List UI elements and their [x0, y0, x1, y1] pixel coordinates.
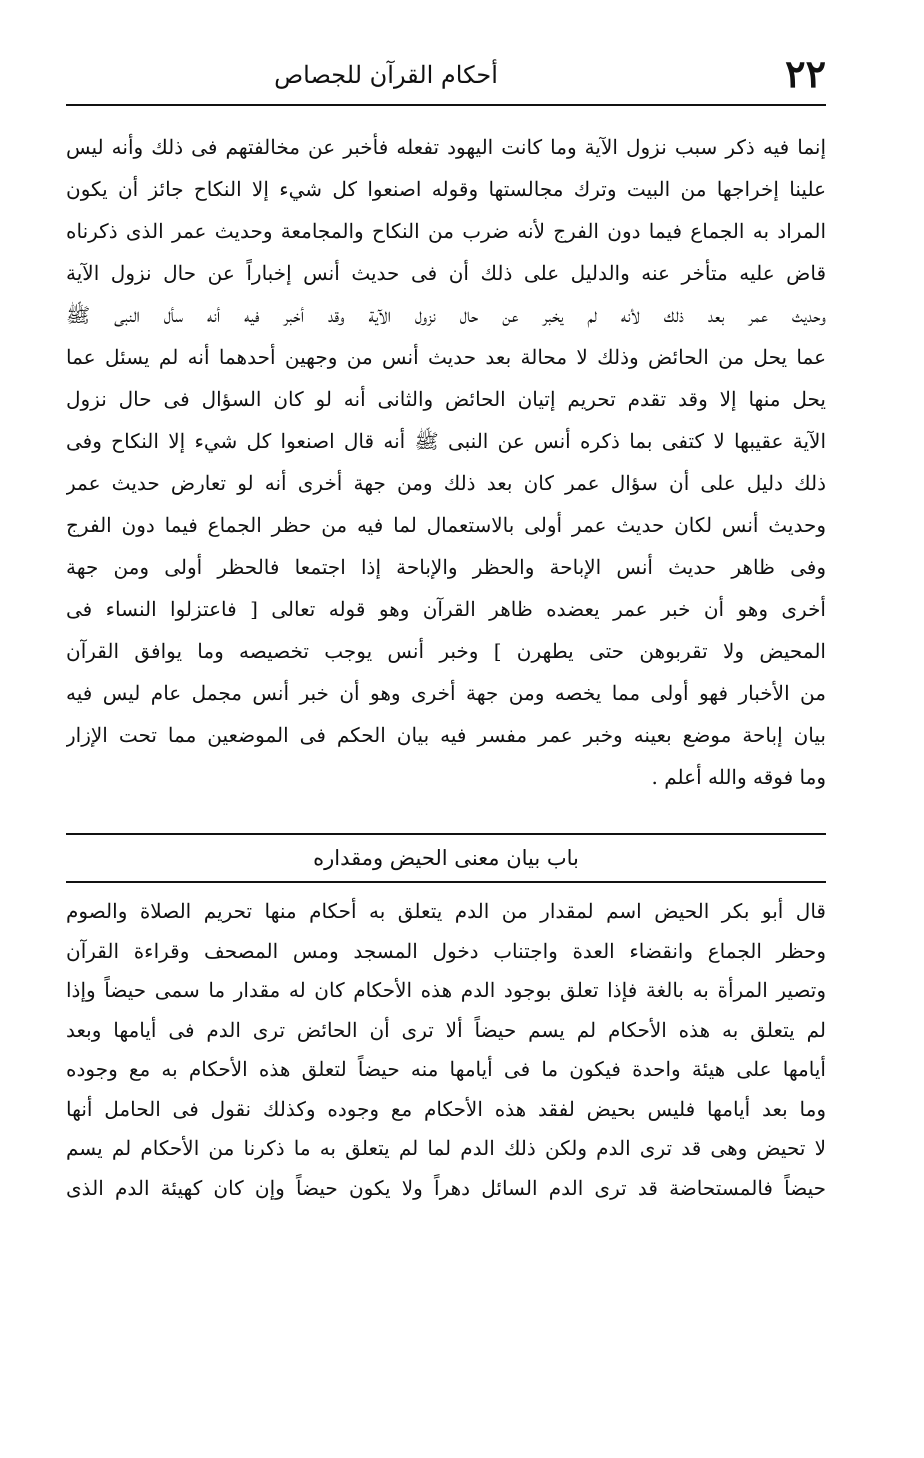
chapter-heading: باب بيان معنى الحيض ومقداره	[313, 846, 579, 870]
text-line: لم يتعلق به هذه الأحكام لم يسم حيضاً ألا ترى أن الحائض ترى الدم فى أيامها وبعد	[66, 1017, 826, 1042]
text-line: أيامها على هيئة واحدة فيكون ما فى أيامها منه حيضاً لتعلق هذه الأحكام به مع وجوده	[66, 1057, 826, 1081]
text-line: وحديث أنس لكان حديث عمر أولى بالاستعمال لما فيه من حظر الجماع فيما دون الفرج	[66, 513, 826, 537]
text-line: يحل منها إلا وقد تقدم تحريم إتيان الحائض والثانى أنه لو كان السؤال فى حال نزول	[66, 387, 826, 411]
text-line: بيان إباحة موضع بعينه وخبر عمر مفسر فيه بيان الحكم فى الموضعين مما تحت الإزار	[66, 723, 826, 747]
text-line: من الأخبار فهو أولى مما يخصه ومن جهة أخرى وهو أن خبر أنس مجمل عام ليس فيه	[66, 681, 826, 705]
text-line: لا تحيض وهى قد ترى الدم ولكن ذلك الدم لما لم يتعلق به ما ذكرنا من الأحكام لم يسم	[66, 1136, 826, 1160]
text-line: وفى ظاهر حديث أنس الإباحة والحظر والإباحة إذا اجتمعا فالحظر أولى ومن جهة	[66, 555, 826, 579]
text-line: وما فوقه والله أعلم .	[651, 765, 826, 789]
page-number: ٢٢	[785, 51, 826, 96]
text-line: وتصير المرأة به بالغة فإذا تعلق بوجود الدم هذه الأحكام كان له مقدار ما سمى حيضاً وإذا	[66, 978, 826, 1002]
text-line: الآية عقيبها لا كتفى بما ذكره أنس عن النبى ﷺ أنه قال اصنعوا كل شيء إلا النكاح وفى	[66, 429, 826, 453]
text-line: المحيض ولا تقربوهن حتى يطهرن ] وخبر أنس يوجب تخصيصه وما يوافق القرآن	[66, 639, 826, 663]
chapter-divider-top	[66, 833, 826, 835]
running-header	[66, 50, 826, 100]
text-line: وحديث عمر بعد ذلك لأنه لم يخبر عن حال نزول الآية وقد أخبر فيه أنه سأل النبى ﷺ	[66, 303, 826, 327]
text-line: إنما فيه ذكر سبب نزول الآية وما كانت اليهود تفعله فأخبر عن مخالفتهم فى ذلك وأنه ليس	[66, 135, 826, 159]
text-line: عما يحل من الحائض وذلك لا محالة بعد حديث أنس من وجهين أحدهما أنه لم يسئل عما	[66, 345, 826, 369]
text-line: أخرى وهو أن خبر عمر يعضده ظاهر القرآن وهو قوله تعالى [ فاعتزلوا النساء فى	[66, 597, 826, 621]
section-one-text	[66, 126, 826, 798]
text-line: وما بعد أيامها فليس بحيض لفقد هذه الأحكام مع وجوده وكذلك نقول فى الحامل أنها	[66, 1096, 826, 1121]
text-line: ذلك دليل على أن سؤال عمر كان بعد ذلك ومن جهة أخرى أنه لو تعارض حديث عمر	[66, 471, 826, 495]
text-line: حيضاً فالمستحاضة قد ترى الدم السائل دهراً ولا يكون حيضاً وإن كان كهيئة الدم الذى	[66, 1175, 826, 1200]
text-line: قاض عليه متأخر عنه والدليل على ذلك أن فى حديث أنس إخباراً عن حال نزول الآية	[66, 261, 826, 285]
text-line: وحظر الجماع وانقضاء العدة واجتناب دخول المسجد ومس المصحف وقراءة القرآن	[66, 938, 826, 963]
book-title: أحكام القرآن للجصاص	[274, 61, 498, 89]
chapter-divider-bottom	[66, 881, 826, 883]
text-line: علينا إخراجها من البيت وترك مجالستها وقوله اصنعوا كل شيء إلا النكاح جائز أن يكون	[66, 177, 826, 201]
text-line: قال أبو بكر الحيض اسم لمقدار من الدم يتعلق به أحكام منها تحريم الصلاة والصوم	[66, 899, 826, 923]
section-two-text	[66, 892, 826, 1208]
text-line: المراد به الجماع فيما دون الفرج لأنه ضرب من النكاح والمجامعة وحديث عمر الذى ذكرناه	[66, 219, 826, 243]
header-divider	[66, 104, 826, 106]
